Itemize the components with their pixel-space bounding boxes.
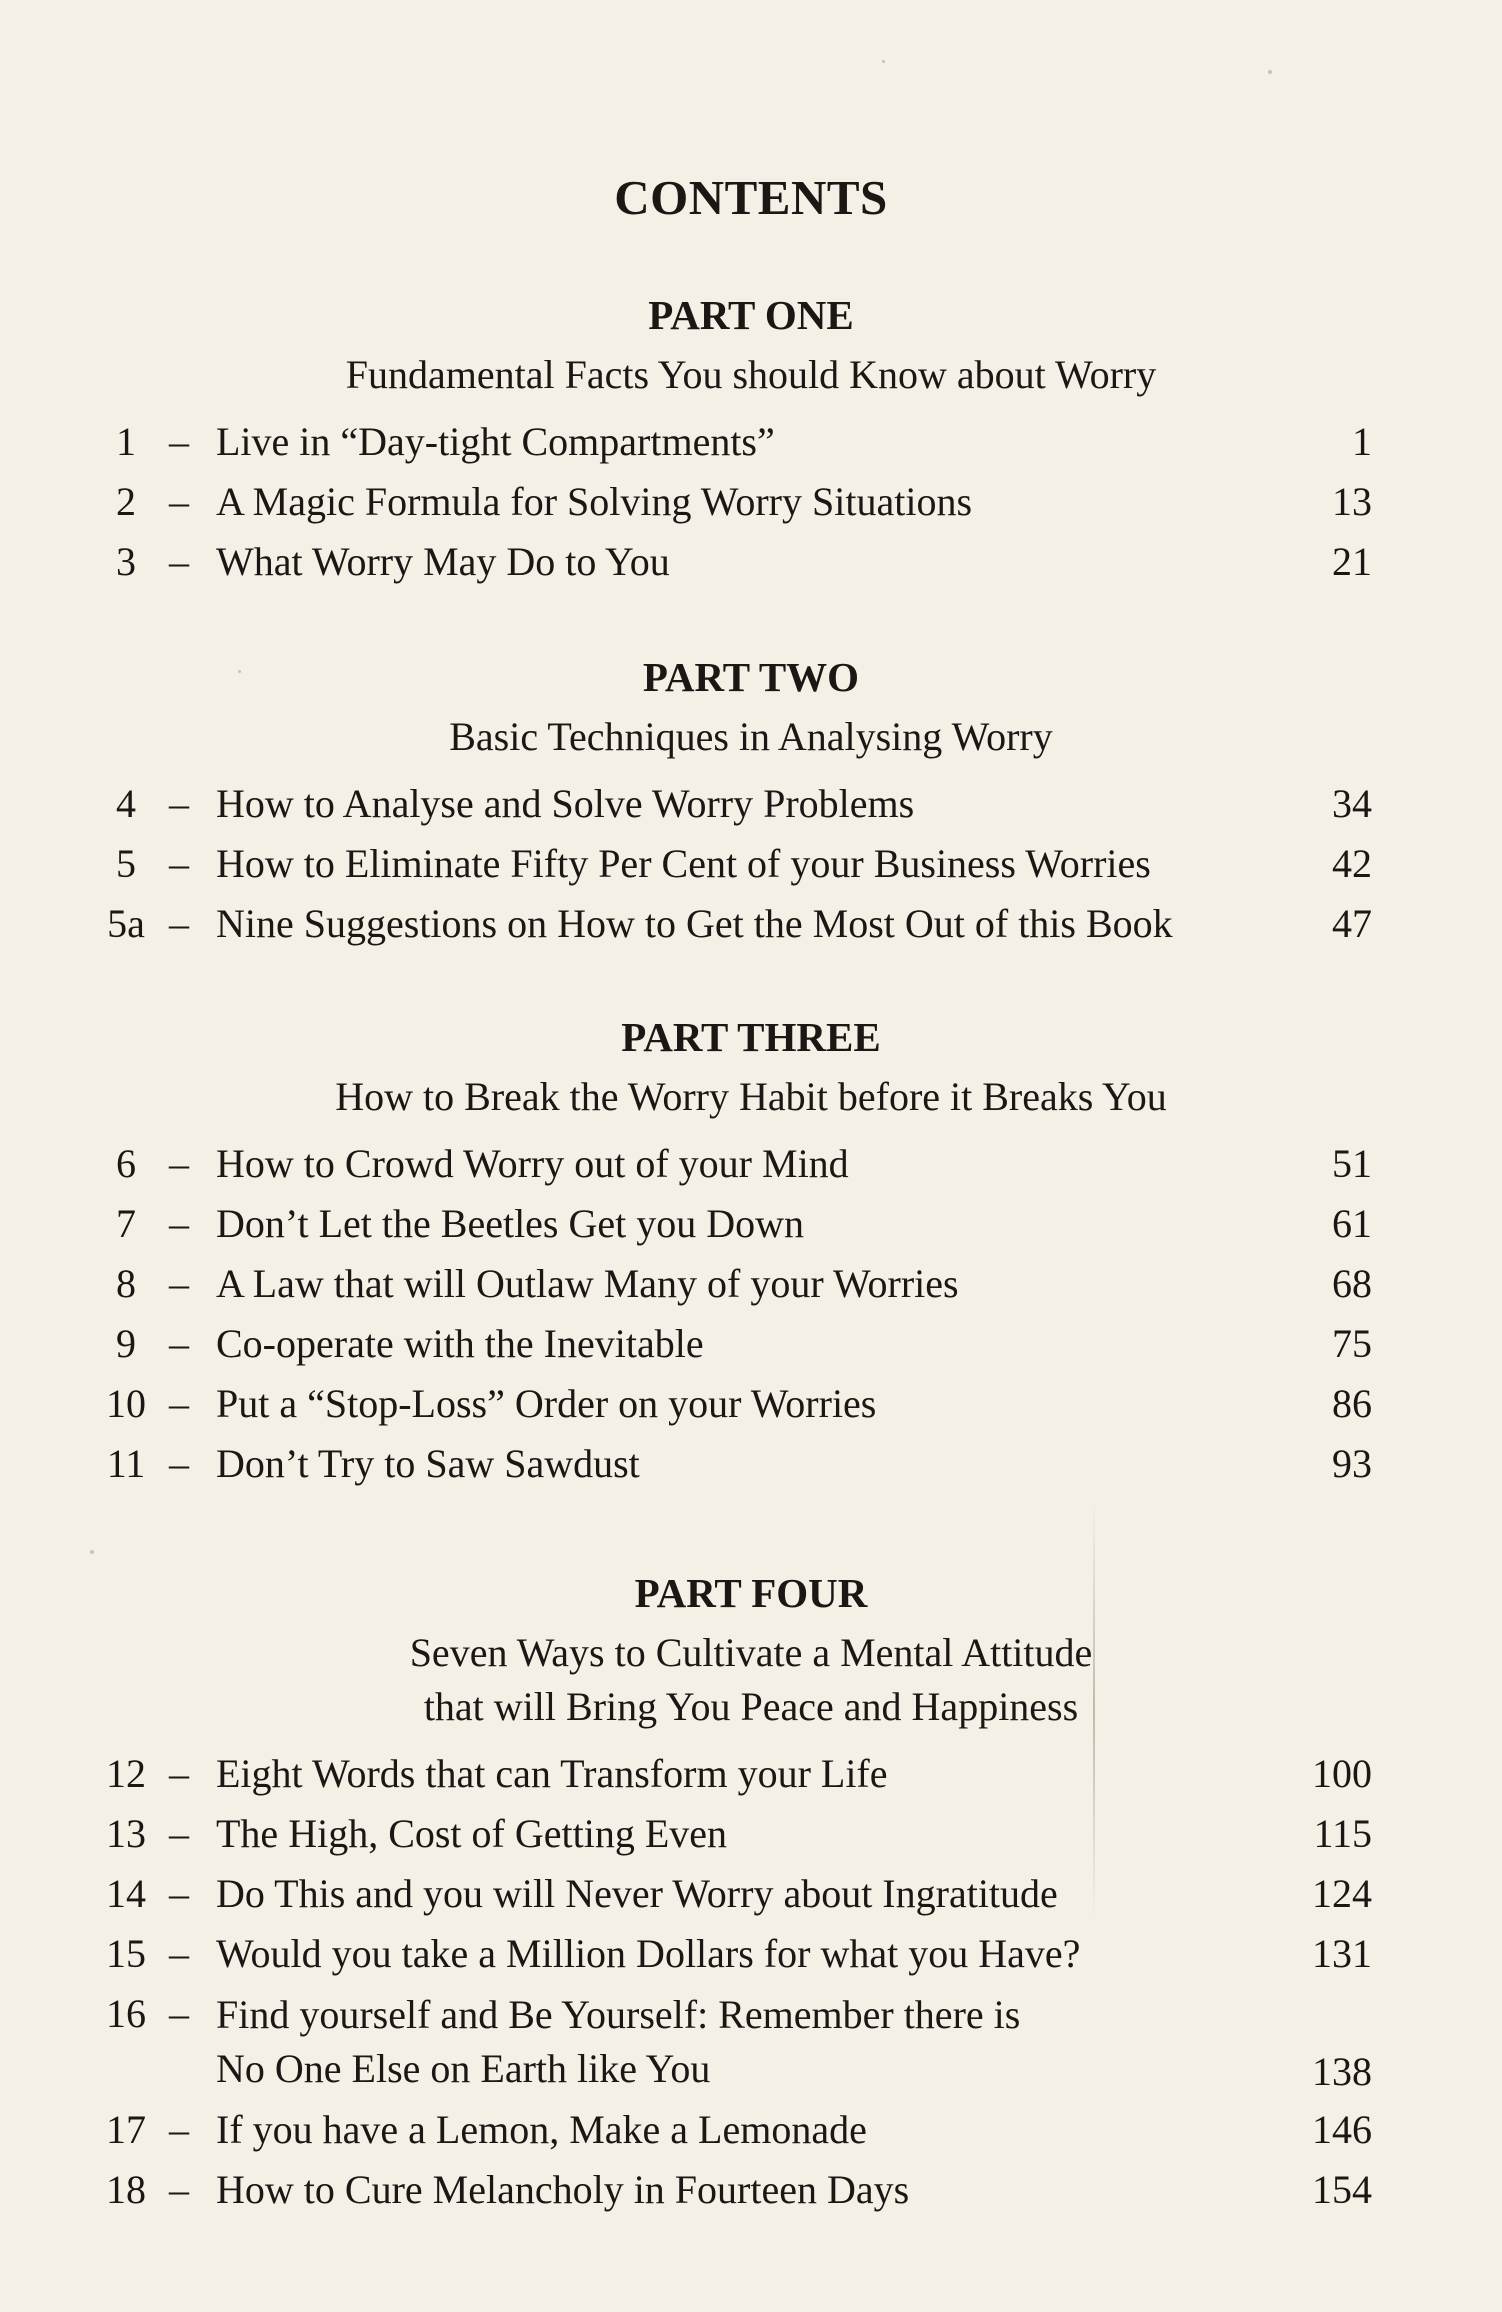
part-heading: PART TWO <box>642 654 860 700</box>
page-number: 146 <box>1312 2107 1372 2152</box>
part-subtitle: How to Break the Worry Habit before it Breaks You <box>335 1074 1167 1119</box>
separator-dash: – <box>169 2107 189 2152</box>
chapter-title: Don’t Try to Saw Sawdust <box>216 1441 640 1486</box>
separator-dash: – <box>169 1261 189 1306</box>
part-subtitle: Fundamental Facts You should Know about Worry <box>345 352 1157 397</box>
separator-dash: – <box>169 2167 189 2212</box>
page-number: 124 <box>1312 1871 1372 1916</box>
page-number: 51 <box>1332 1141 1372 1186</box>
separator-dash: – <box>169 901 189 946</box>
separator-dash: – <box>169 1141 189 1186</box>
separator-dash: – <box>169 1931 189 1976</box>
separator-dash: – <box>169 419 189 464</box>
part-subtitle: that will Bring You Peace and Happiness <box>423 1684 1079 1729</box>
chapter-number: 14 <box>106 1871 146 1916</box>
chapter-number: 6 <box>116 1141 136 1186</box>
toc-entry[interactable] <box>0 1928 1502 1988</box>
chapter-title: How to Analyse and Solve Worry Problems <box>216 781 915 826</box>
chapter-title: What Worry May Do to You <box>216 539 670 584</box>
chapter-number: 3 <box>116 539 136 584</box>
toc-entry[interactable] <box>0 778 1502 838</box>
page-number: 13 <box>1332 479 1372 524</box>
toc-entry[interactable] <box>0 476 1502 536</box>
page-number: 42 <box>1332 841 1372 886</box>
chapter-number: 16 <box>106 1991 146 2036</box>
chapter-number: 5 <box>116 841 136 886</box>
separator-dash: – <box>169 1871 189 1916</box>
page-number: 138 <box>1312 2049 1372 2094</box>
page-number: 75 <box>1332 1321 1372 1366</box>
chapter-title: Live in “Day-tight Compartments” <box>216 419 775 464</box>
toc-entry[interactable] <box>0 1138 1502 1198</box>
chapter-number: 5a <box>107 901 145 946</box>
toc-entry[interactable] <box>0 2104 1502 2164</box>
toc-entry[interactable] <box>0 2164 1502 2224</box>
page-number: 61 <box>1332 1201 1372 1246</box>
page-number: 115 <box>1313 1811 1372 1856</box>
separator-dash: – <box>169 1441 189 1486</box>
part-heading: PART ONE <box>648 292 854 338</box>
paper-speck <box>90 1550 94 1554</box>
chapter-title: How to Crowd Worry out of your Mind <box>216 1141 849 1186</box>
toc-entry[interactable] <box>0 1318 1502 1378</box>
chapter-number: 10 <box>106 1381 146 1426</box>
chapter-title: Put a “Stop-Loss” Order on your Worries <box>216 1381 877 1426</box>
chapter-number: 2 <box>116 479 136 524</box>
chapter-number: 18 <box>106 2167 146 2212</box>
separator-dash: – <box>169 1321 189 1366</box>
chapter-title: A Magic Formula for Solving Worry Situations <box>216 479 973 524</box>
part-heading: PART THREE <box>621 1014 881 1060</box>
toc-entry[interactable] <box>0 416 1502 476</box>
chapter-title: Find yourself and Be Yourself: Remember there is No One Else on Earth like You <box>216 1992 1021 2091</box>
separator-dash: – <box>169 1751 189 1796</box>
chapter-number: 11 <box>106 1441 146 1486</box>
chapter-title: Nine Suggestions on How to Get the Most Out of this Book <box>216 901 1173 946</box>
page-number: 100 <box>1312 1751 1372 1796</box>
chapter-number: 15 <box>106 1931 146 1976</box>
chapter-title: How to Eliminate Fifty Per Cent of your Business Worries <box>216 841 1151 886</box>
chapter-number: 12 <box>106 1751 146 1796</box>
toc-entry[interactable] <box>0 1808 1502 1868</box>
chapter-title: How to Cure Melancholy in Fourteen Days <box>216 2167 910 2212</box>
chapter-title: The High, Cost of Getting Even <box>216 1811 728 1856</box>
chapter-number: 1 <box>116 419 136 464</box>
page-number: 131 <box>1312 1931 1372 1976</box>
toc-entry[interactable] <box>0 1378 1502 1438</box>
chapter-title: If you have a Lemon, Make a Lemonade <box>216 2107 867 2152</box>
page-number: 154 <box>1312 2167 1372 2212</box>
chapter-title: Co-operate with the Inevitable <box>216 1321 704 1366</box>
part-subtitle: Basic Techniques in Analysing Worry <box>449 714 1053 759</box>
toc-entry[interactable] <box>0 1748 1502 1808</box>
separator-dash: – <box>169 1991 189 2036</box>
part-heading: PART FOUR <box>634 1570 868 1616</box>
chapter-title: Would you take a Million Dollars for what you Have? <box>216 1931 1081 1976</box>
chapter-title: A Law that will Outlaw Many of your Worries <box>216 1261 959 1306</box>
page-number: 86 <box>1332 1381 1372 1426</box>
chapter-number: 4 <box>116 781 136 826</box>
part-subtitle: Seven Ways to Cultivate a Mental Attitude <box>409 1630 1093 1675</box>
separator-dash: – <box>169 1201 189 1246</box>
toc-entry[interactable] <box>0 1438 1502 1498</box>
page-number: 34 <box>1332 781 1372 826</box>
page-number: 68 <box>1332 1261 1372 1306</box>
paper-speck <box>1268 70 1272 74</box>
page-number: 1 <box>1352 419 1372 464</box>
toc-entry[interactable] <box>0 1198 1502 1258</box>
chapter-title: Eight Words that can Transform your Life <box>216 1751 888 1796</box>
page-number: 21 <box>1332 539 1372 584</box>
chapter-title: Don’t Let the Beetles Get you Down <box>216 1201 805 1246</box>
page-number: 93 <box>1332 1441 1372 1486</box>
toc-entry[interactable] <box>0 1258 1502 1318</box>
separator-dash: – <box>169 1811 189 1856</box>
toc-entry[interactable] <box>0 536 1502 596</box>
page-number: 47 <box>1332 901 1372 946</box>
toc-entry[interactable] <box>0 898 1502 958</box>
separator-dash: – <box>169 1381 189 1426</box>
separator-dash: – <box>169 479 189 524</box>
chapter-number: 13 <box>106 1811 146 1856</box>
contents-title: CONTENTS <box>614 170 888 225</box>
toc-entry[interactable] <box>0 1988 1502 2104</box>
separator-dash: – <box>169 781 189 826</box>
chapter-number: 8 <box>116 1261 136 1306</box>
paper-speck <box>882 60 885 63</box>
chapter-title: Do This and you will Never Worry about Ingratitude <box>216 1871 1058 1916</box>
chapter-number: 9 <box>116 1321 136 1366</box>
toc-entry[interactable] <box>0 838 1502 898</box>
chapter-number: 17 <box>106 2107 146 2152</box>
chapter-number: 7 <box>116 1201 136 1246</box>
separator-dash: – <box>169 539 189 584</box>
toc-entry[interactable] <box>0 1868 1502 1928</box>
separator-dash: – <box>169 841 189 886</box>
